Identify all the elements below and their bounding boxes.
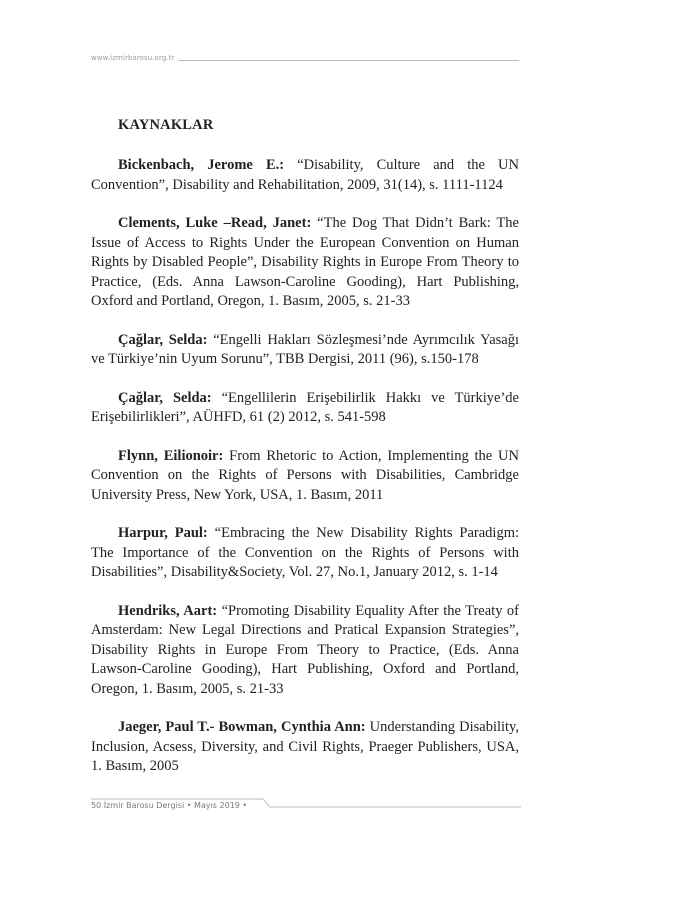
reference-item — [91, 389, 519, 428]
reference-item — [91, 331, 519, 370]
header-url: www.izmirbarosu.org.tr — [91, 54, 175, 62]
header-rule — [178, 60, 519, 61]
reference-text: “Promoting Disability Equality After the Treaty of Amsterdam: New Legal Directions and Pratical Expansion Strategies”, Disability Rights in Europe From Theory to Practice, (Eds. Anna Lawson-Caroline Gooding), Hart Publishing, Oxford and Portland, Oregon, 1. Basım, 2005, s. 21-33 — [91, 602, 520, 697]
reference-author: Jaeger, Paul T.- Bowman, Cynthia Ann: — [118, 719, 366, 735]
footer-page-info: 50 İzmir Barosu Dergisi • Mayıs 2019 • — [91, 801, 248, 810]
reference-author: Çağlar, Selda: — [118, 389, 212, 406]
reference-text: Understanding Disability, Inclusion, Acsess, Diversity, and Civil Rights, Praeger Publishers, USA, 1. Basım, 2005 — [91, 719, 519, 774]
reference-item — [91, 524, 519, 583]
reference-item — [91, 718, 519, 777]
reference-item — [91, 447, 519, 506]
reference-text: “Disability, Culture and the UN Convention”, Disability and Rehabilitation, 2009, 31(14), s. 1111-1124 — [91, 157, 519, 193]
reference-text: From Rhetoric to Action, Implementing the UN Convention on the Rights of Persons with Disabilities, Cambridge University Press, New York, USA, 1. Basım, 2011 — [91, 447, 519, 503]
reference-item — [91, 602, 519, 700]
reference-text: “Embracing the New Disability Rights Paradigm: The Importance of the Convention on the Rights of Persons with Disabilities”, Disability&Society, Vol. 27, No.1, January 2012, s. 1-14 — [91, 525, 519, 580]
reference-author: Clements, Luke –Read, Janet: — [118, 215, 312, 231]
reference-text: “Engelli Hakları Sözleşmesi’nde Ayrımcılık Yasağı ve Türkiye’nin Uyum Sorunu”, TBB Dergisi, 2011 (96), s.150-178 — [91, 331, 519, 367]
reference-item — [91, 214, 519, 312]
section-title: KAYNAKLAR — [118, 117, 214, 133]
reference-author: Hendriks, Aart: — [118, 602, 218, 619]
references-section — [91, 117, 519, 796]
reference-text: “The Dog That Didn’t Bark: The Issue of Access to Rights Under the European Convention on Human Rights by Disabled People”, Disability Rights in Europe From Theory to Practice, (Eds. Anna Lawson-Caroline Gooding), Hart Publishing, Oxford and Portland, Oregon, 1. Basım, 2005, s. 21-33 — [91, 215, 519, 309]
reference-author: Harpur, Paul: — [118, 525, 208, 541]
reference-text: “Engellilerin Erişebilirlik Hakkı ve Türkiye’de Erişebilirlikleri”, AÜHFD, 61 (2) 2012, s. 541-598 — [91, 389, 519, 425]
reference-author: Bickenbach, Jerome E.: — [118, 157, 285, 173]
reference-author: Flynn, Eilionoir: — [118, 447, 224, 464]
reference-item — [91, 156, 519, 195]
reference-author: Çağlar, Selda: — [118, 331, 208, 348]
